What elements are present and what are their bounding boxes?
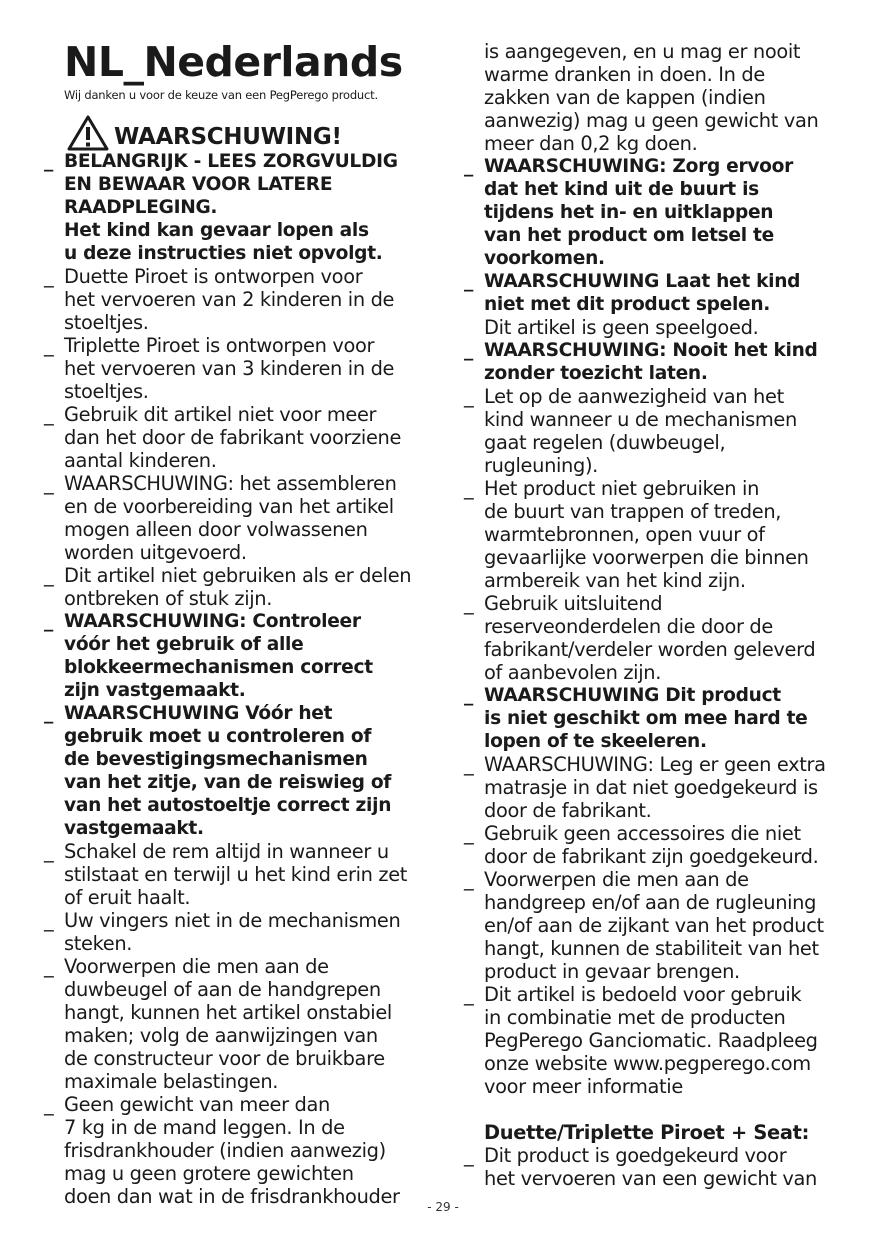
bullet-dash: _ [464, 340, 473, 361]
item-line: maken; volg de aanwijzingen van [64, 1024, 378, 1047]
list-item [44, 403, 444, 472]
bullet-dash: _ [464, 822, 474, 845]
thanks-text: Wij danken u voor de keuze van een PegPerego product. [64, 88, 378, 102]
bullet-dash: _ [44, 840, 54, 863]
item-line: BELANGRIJK - LEES ZORGVULDIG [64, 151, 398, 172]
bullet-dash: _ [44, 265, 54, 288]
item-line: gebruik moet u controleren of [64, 726, 372, 747]
item-line: WAARSCHUWING Laat het kind [484, 271, 801, 292]
item-line: doen dan wat in de frisdrankhouder [64, 1185, 400, 1208]
bullet-dash: _ [44, 611, 53, 632]
item-line: Duette Piroet is ontworpen voor [64, 265, 363, 288]
item-line: door de fabrikant zijn goedgekeurd. [484, 845, 819, 868]
bullet-dash: _ [44, 334, 54, 357]
list-item [44, 1093, 444, 1208]
item-line: en/of aan de zijkant van het product [484, 914, 824, 937]
item-line: kind wanneer u de mechanismen [484, 408, 797, 431]
item-line: of aanbevolen zijn. [484, 661, 662, 684]
page-title: NL_Nederlands [64, 38, 403, 86]
item-line: van het zitje, van de reiswieg of [64, 772, 392, 793]
bullet-dash: _ [44, 564, 54, 587]
bullet-dash: _ [44, 403, 54, 426]
item-line: warmtebronnen, open vuur of [484, 523, 765, 546]
list-item [464, 155, 854, 270]
item-line: is niet geschikt om mee hard te [484, 708, 808, 729]
item-line: hangt, kunnen de stabiliteit van het [484, 937, 819, 960]
list-item [464, 477, 854, 592]
item-line: gevaarlijke voorwerpen die binnen [484, 546, 809, 569]
item-line: de buurt van trappen of treden, [484, 500, 782, 523]
list-item [44, 150, 444, 265]
item-line: WAARSCHUWING: Controleer [64, 611, 361, 632]
list-item [44, 564, 444, 610]
list-item [44, 840, 444, 909]
item-line: EN BEWAAR VOOR LATERE [64, 174, 333, 195]
left-column-list [44, 150, 444, 1208]
item-line: en de voorbereiding van het artikel [64, 495, 394, 518]
item-line: matrasje in dat niet goedgekeurd is [484, 776, 818, 799]
bullet-dash: _ [44, 955, 54, 978]
list-item [44, 610, 444, 702]
item-line: mag u geen grotere gewichten [64, 1162, 354, 1185]
list-item [44, 955, 444, 1093]
item-line: de bevestigingsmechanismen [64, 749, 368, 770]
bullet-dash: _ [464, 1144, 474, 1167]
bullet-dash: _ [44, 472, 54, 495]
page-number: - 29 - [427, 1200, 459, 1214]
item-line: niet met dit product spelen. [484, 294, 771, 315]
item-line: Voorwerpen die men aan de [64, 955, 329, 978]
item-line: Dit artikel niet gebruiken als er delen [64, 564, 412, 587]
list-item [44, 472, 444, 564]
list-item [464, 753, 854, 822]
list-item [464, 592, 854, 684]
continuation-line: meer dan 0,2 kg doen. [484, 132, 698, 155]
item-line: Uw vingers niet in de mechanismen [64, 909, 401, 932]
item-line: Het product niet gebruiken in [484, 477, 760, 500]
list-item [44, 334, 444, 403]
bullet-dash: _ [464, 868, 474, 891]
item-line: Gebruik dit artikel niet voor meer [64, 403, 377, 426]
bullet-dash: _ [464, 385, 474, 408]
item-line: Triplette Piroet is ontworpen voor [64, 334, 375, 357]
item-line: maximale belastingen. [64, 1070, 279, 1093]
item-line: 7 kg in de mand leggen. In de [64, 1116, 345, 1139]
item-line: Gebruik geen accessoires die niet [484, 822, 801, 845]
list-item [464, 1144, 854, 1190]
item-line: WAARSCHUWING: Leg er geen extra [484, 753, 826, 776]
item-line: door de fabrikant. [484, 799, 652, 822]
bullet-dash: _ [464, 753, 474, 776]
item-line: fabrikant/verdeler worden geleverd [484, 638, 816, 661]
bullet-dash: _ [44, 703, 53, 724]
bullet-dash: _ [464, 477, 474, 500]
item-line: WAARSCHUWING: Nooit het kind [484, 340, 818, 361]
section-title: Duette/Triplette Piroet + Seat: [484, 1121, 810, 1144]
item-line: van het autostoeltje correct zijn [64, 795, 392, 816]
item-line: PegPerego Ganciomatic. Raadpleeg [484, 1029, 818, 1052]
section-list [464, 1144, 854, 1190]
item-line: Let op de aanwezigheid van het [484, 385, 784, 408]
item-line: dat het kind uit de buurt is [484, 179, 759, 200]
item-line: stoeltjes. [64, 380, 149, 403]
item-line: hangt, kunnen het artikel onstabiel [64, 1001, 392, 1024]
item-line: u deze instructies niet opvolgt. [64, 243, 383, 264]
item-line: voor meer informatie [484, 1075, 683, 1098]
bullet-dash: _ [464, 271, 473, 292]
continuation-line: aanwezig) mag u geen gewicht van [484, 109, 819, 132]
item-line: Geen gewicht van meer dan [64, 1093, 330, 1116]
item-line: Gebruik uitsluitend [484, 592, 663, 615]
item-line: WAARSCHUWING: het assembleren [64, 472, 397, 495]
warning-triangle-icon [66, 114, 110, 152]
continuation-line: is aangegeven, en u mag er nooit [484, 40, 801, 63]
item-line: steken. [64, 932, 133, 955]
list-item [464, 339, 854, 385]
item-line: WAARSCHUWING Dit product [484, 685, 781, 706]
item-line: frisdrankhouder (indien aanwezig) [64, 1139, 386, 1162]
right-column [464, 40, 854, 1190]
bullet-dash: _ [464, 685, 473, 706]
list-item [464, 684, 854, 753]
bullet-dash: _ [464, 983, 474, 1006]
continuation-line: zakken van de kappen (indien [484, 86, 766, 109]
bullet-dash: _ [44, 1093, 54, 1116]
item-line: in combinatie met de producten [484, 1006, 786, 1029]
item-line: gaat regelen (duwbeugel, [484, 431, 726, 454]
bullet-dash: _ [44, 151, 53, 172]
item-line: dan het door de fabrikant voorziene [64, 426, 402, 449]
item-line: Het kind kan gevaar lopen als [64, 220, 369, 241]
item-line: van het product om letsel te [484, 225, 774, 246]
item-line: zonder toezicht laten. [484, 363, 708, 384]
item-line: handgreep en/of aan de rugleuning [484, 891, 817, 914]
item-line: voorkomen. [484, 248, 605, 269]
item-line: het vervoeren van een gewicht van [484, 1167, 817, 1190]
item-line: het vervoeren van 2 kinderen in de [64, 288, 395, 311]
item-line: vóór het gebruik of alle [64, 634, 304, 655]
bullet-dash: _ [464, 592, 474, 615]
item-line: Dit product is goedgekeurd voor [484, 1144, 787, 1167]
list-item [44, 702, 444, 840]
bullet-dash: _ [464, 156, 473, 177]
item-line: zijn vastgemaakt. [64, 680, 246, 701]
item-line: lopen of te skeeleren. [484, 731, 707, 752]
item-line: Dit artikel is bedoeld voor gebruik [484, 983, 802, 1006]
list-item [464, 270, 854, 339]
list-item [44, 909, 444, 955]
item-line: de constructeur voor de bruikbare [64, 1047, 385, 1070]
item-line: stoeltjes. [64, 311, 149, 334]
item-line: tijdens het in- en uitklappen [484, 202, 774, 223]
item-line: mogen alleen door volwassenen [64, 518, 368, 541]
list-item [464, 385, 854, 477]
item-line: onze website www.pegperego.com [484, 1052, 811, 1075]
item-line: Schakel de rem altijd in wanneer u [64, 840, 389, 863]
item-line: WAARSCHUWING: Zorg ervoor [484, 156, 793, 177]
right-column-list [464, 155, 854, 1098]
item-line: ontbreken of stuk zijn. [64, 587, 273, 610]
item-line: WAARSCHUWING Vóór het [64, 703, 333, 724]
continuation-line: warme dranken in doen. In de [484, 63, 765, 86]
list-item [464, 868, 854, 983]
item-line: RAADPLEGING. [64, 197, 218, 218]
item-line: blokkeermechanismen correct [64, 657, 373, 678]
list-item [44, 265, 444, 334]
item-line: vastgemaakt. [64, 818, 204, 839]
item-line: armbereik van het kind zijn. [484, 569, 746, 592]
item-line: product in gevaar brengen. [484, 960, 740, 983]
warning-header [64, 114, 394, 154]
item-line: reserveonderdelen die door de [484, 615, 773, 638]
list-item [464, 983, 854, 1098]
item-line: stilstaat en terwijl u het kind erin zet [64, 863, 408, 886]
list-item [464, 822, 854, 868]
item-line: Dit artikel is geen speelgoed. [484, 316, 759, 339]
item-line: Voorwerpen die men aan de [484, 868, 749, 891]
item-line: aantal kinderen. [64, 449, 217, 472]
item-line: worden uitgevoerd. [64, 541, 247, 564]
item-line: of eruit haalt. [64, 886, 191, 909]
item-line: het vervoeren van 3 kinderen in de [64, 357, 395, 380]
bullet-dash: _ [44, 909, 54, 932]
item-line: duwbeugel of aan de handgrepen [64, 978, 381, 1001]
item-line: rugleuning). [484, 454, 598, 477]
continuation-text [484, 40, 854, 155]
warning-title: WAARSCHUWING! [114, 124, 342, 150]
